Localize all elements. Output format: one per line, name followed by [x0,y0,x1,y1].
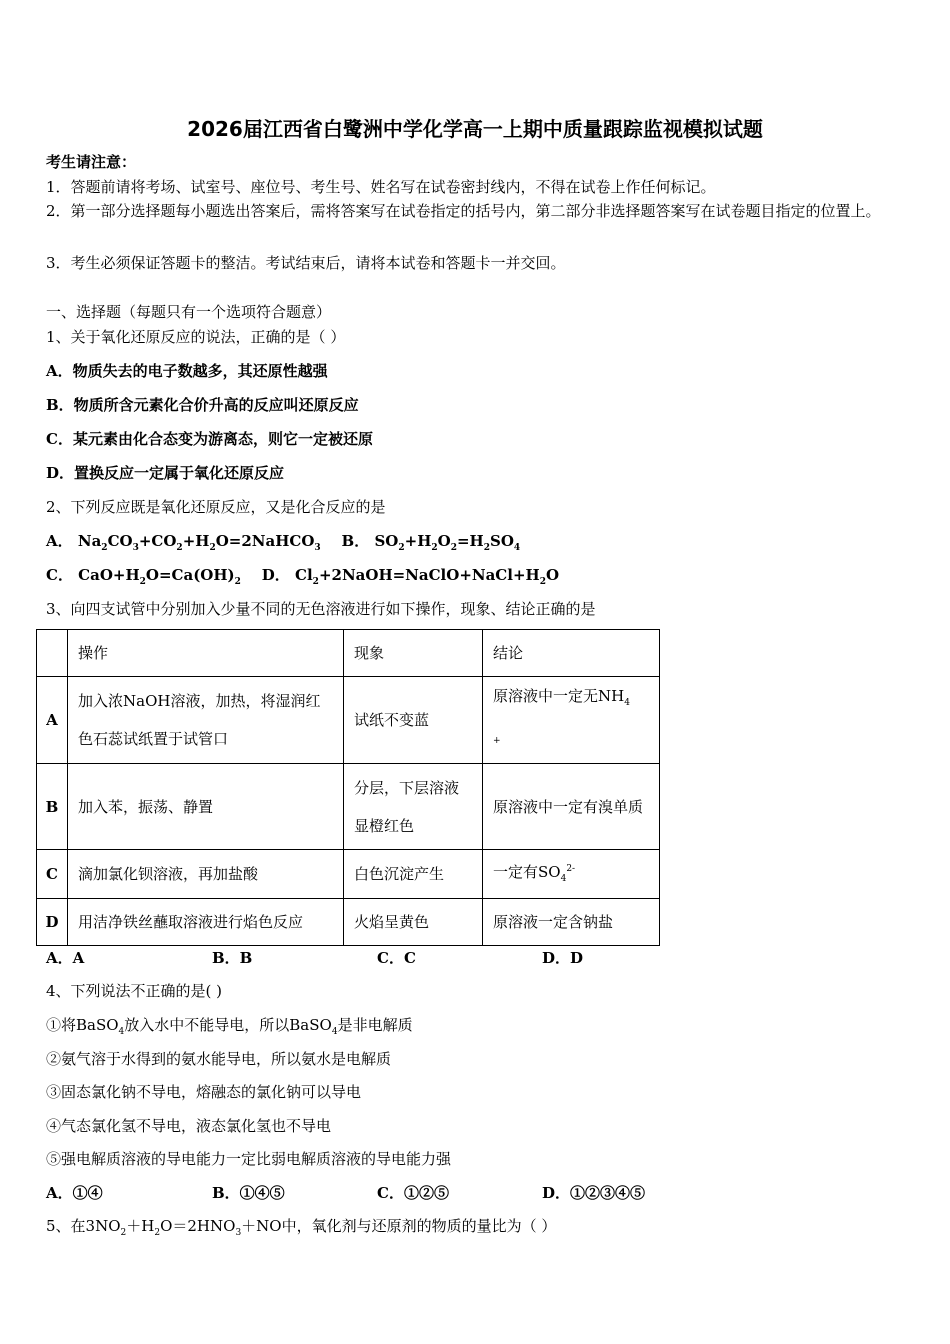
row-label: A [37,677,68,764]
q3-option-c: C．C [377,949,416,967]
page-title: 2026届江西省白鹭洲中学化学高一上期中质量跟踪监视模拟试题 [187,117,763,141]
table-row [37,850,660,899]
q4-statement-4: ④气态氯化氢不导电，液态氯化氢也不导电 [46,1117,332,1135]
q4-statement-3: ③固态氯化钠不导电，熔融态的氯化钠可以导电 [46,1083,362,1101]
q1-option-d: D．置换反应一定属于氧化还原反应 [46,464,285,482]
row-operation: 加入苯，振荡、静置 [68,764,344,850]
header-conclusion: 结论 [483,630,660,677]
section-heading: 一、选择题（每题只有一个选项符合题意） [46,303,332,321]
q4-option-a: A．①④ [46,1184,103,1202]
q3-stem: 3、向四支试管中分别加入少量不同的无色溶液进行如下操作，现象、结论正确的是 [46,600,596,618]
q3-option-a: A．A [46,949,85,967]
q2-options-ab: A． $Na_2CO_3+CO_2+H_2O=2NaHCO_3$ B． $SO_2+H_2O_2=H_2SO_4$ [46,532,521,553]
q4-option-b: B．①④⑤ [212,1184,285,1202]
table-header-row [37,630,660,677]
row-operation: 用洁净铁丝蘸取溶液进行焰色反应 [68,899,344,946]
q5-stem: 5、在$3NO_2+H_2O=2HNO_3+NO$中，氧化剂与还原剂的物质的量比为（ ） [46,1217,557,1238]
table-row [37,677,660,764]
q4-option-d: D．①②③④⑤ [542,1184,646,1202]
q4-option-c: C．①②⑤ [377,1184,449,1202]
notice-item-2: 2．第一部分选择题每小题选出答案后，需将答案写在试卷指定的括号内，第二部分非选择题答案写在试卷题目指定的位置上。 [46,202,881,220]
row-conclusion: 一定有$SO_4^{2-}$ [483,850,660,899]
q2-stem: 2、下列反应既是氧化还原反应，又是化合反应的是 [46,498,386,516]
q1-option-b: B．物质所含元素化合价升高的反应叫还原反应 [46,396,359,414]
row-phenomenon: 火焰呈黄色 [344,899,483,946]
row-phenomenon: 白色沉淀产生 [344,850,483,899]
row-operation: 加入浓NaOH溶液，加热，将湿润红色石蕊试纸置于试管口 [68,677,344,764]
header-operation: 操作 [68,630,344,677]
q4-statement-2: ②氨气溶于水得到的氨水能导电，所以氨水是电解质 [46,1050,392,1068]
q2-options-cd: C． $CaO+H_2O=Ca(OH)_2$ D． $Cl_2+2NaOH=NaClO+NaCl+H_2O$ [46,566,560,587]
row-label: D [37,899,68,946]
q1-stem: 1、关于氧化还原反应的说法，正确的是（ ） [46,328,346,346]
row-conclusion: 原溶液中一定无$NH_4$ + [483,677,660,764]
q3-option-d: D．D [542,949,584,967]
notice-item-1: 1．答题前请将考场、试室号、座位号、考生号、姓名写在试卷密封线内，不得在试卷上作任何标记。 [46,178,716,196]
q4-statement-1: ①将BaSO$_4$放入水中不能导电，所以BaSO$_4$是非电解质 [46,1016,413,1037]
row-label: B [37,764,68,850]
row-conclusion: 原溶液一定含钠盐 [483,899,660,946]
q4-stem: 4、下列说法不正确的是( ) [46,982,223,1000]
q3-table [36,629,660,946]
header-phenomenon: 现象 [344,630,483,677]
header-blank [37,630,68,677]
row-conclusion: 原溶液中一定有溴单质 [483,764,660,850]
notice-item-3: 3．考生必须保证答题卡的整洁。考试结束后，请将本试卷和答题卡一并交回。 [46,254,566,272]
row-label: C [37,850,68,899]
row-phenomenon: 分层，下层溶液显橙红色 [344,764,483,850]
row-phenomenon: 试纸不变蓝 [344,677,483,764]
q1-option-c: C．某元素由化合态变为游离态，则它一定被还原 [46,430,373,448]
row-operation: 滴加氯化钡溶液，再加盐酸 [68,850,344,899]
table-row [37,764,660,850]
notice-heading: 考生请注意： [46,153,137,171]
q1-option-a: A．物质失去的电子数越多，其还原性越强 [46,362,328,380]
q4-statement-5: ⑤强电解质溶液的导电能力一定比弱电解质溶液的导电能力强 [46,1150,452,1168]
table-row [37,899,660,946]
q3-option-b: B．B [212,949,253,967]
